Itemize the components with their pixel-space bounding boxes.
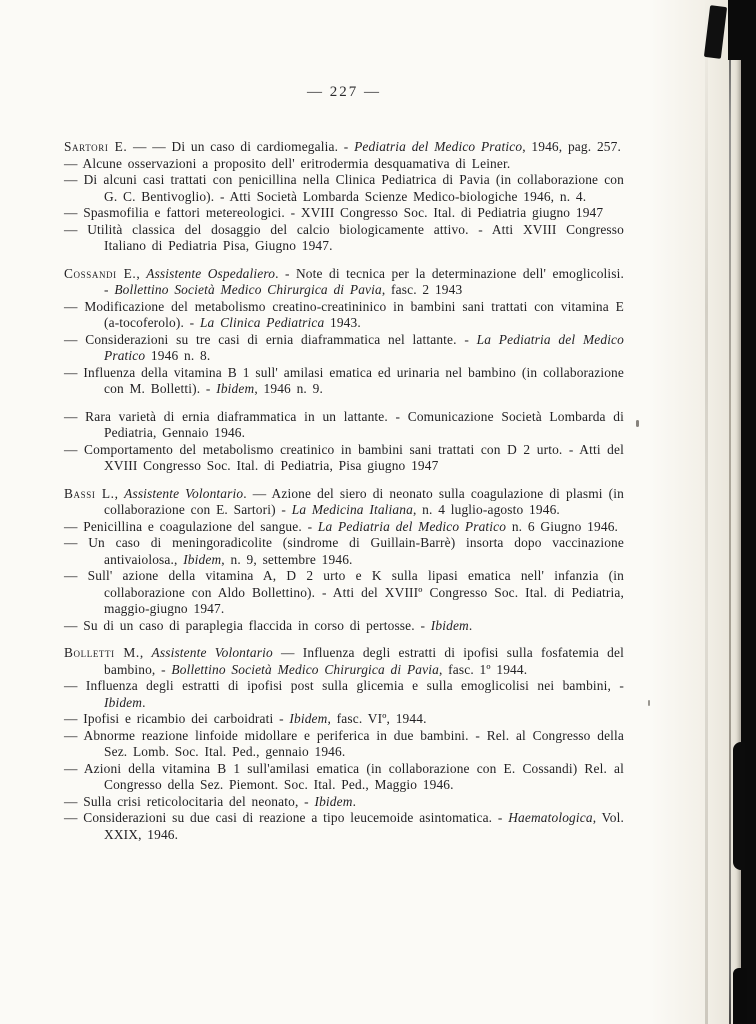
- bibliography-entry: [64, 645, 624, 678]
- entry-text: .: [468, 617, 473, 633]
- scan-ink-blot-mid: [733, 742, 745, 870]
- entry-author: Bassi L.: [64, 485, 115, 501]
- scan-speck: [636, 420, 639, 427]
- entry-text: , fasc. 1º 1944.: [438, 661, 528, 677]
- entry-text: — Azioni della vitamina B 1 sull'amilasi ematica (in collaborazione con E. Cossandi) Rel. al Congresso della Sez. Piemont. Soc. Ital. Ped., Maggio 1946.: [64, 760, 624, 792]
- entry-text: — Su di un caso di paraplegia flaccida in corso di pertosse. -: [64, 617, 431, 633]
- entry-author: Cossandi E.: [64, 265, 137, 281]
- entry-text: — Spasmofilia e fattori metereologici. - XVIII Congresso Soc. Ital. di Pediatria giugno 1947: [64, 205, 604, 220]
- entry-text: — Comportamento del metabolismo creatinico in bambini sani trattati con D 2 urto. - Atti del XVIII Congresso Soc. Ital. di Pediatria, Pisa giugno 1947: [64, 441, 624, 473]
- entry-text: n. 6 Giugno 1946.: [506, 518, 619, 534]
- entry-text: .: [142, 694, 146, 710]
- entry-text: , fasc. 2 1943: [381, 282, 463, 297]
- entry-source: Pediatria del Medico Pratico: [354, 139, 523, 154]
- bibliography-entry: [64, 761, 624, 794]
- bibliography-entry: [64, 205, 624, 222]
- bibliography-entry: [64, 139, 624, 156]
- bibliography-entry: [64, 810, 624, 843]
- entry-text: — Di alcuni casi trattati con penicillina nella Clinica Pediatrica di Pavia (in collaborazione con G. C. Bentivoglio). - Atti Società Lombarda Scienze Medico-biologiche 1946, n. 4.: [64, 172, 624, 204]
- entry-text: — Alcune osservazioni a proposito dell' eritrodermia desquamativa di Leiner.: [64, 155, 511, 171]
- bibliography-entry: [64, 442, 624, 475]
- entry-text: ,: [114, 485, 125, 501]
- entry-text: . - Note di tecnica per la determinazione dell' emoglicolisi. -: [104, 265, 625, 297]
- bibliography-entry: [64, 222, 624, 255]
- entry-text: , fasc. VIº, 1944.: [327, 711, 427, 726]
- entry-text: — Considerazioni su tre casi di ernia diaframmatica nel lattante. -: [64, 331, 477, 347]
- bibliography-entry: [64, 486, 624, 519]
- scan-corner-mark-edge: [728, 0, 742, 60]
- page-content: [64, 84, 624, 843]
- entry-text: — Influenza degli estratti di ipofisi post sulla glicemia e sulla emoglicolisi nei bambini, -: [64, 678, 624, 693]
- entry-source: Ibidem: [289, 711, 328, 726]
- entry-source: Haematologica: [508, 810, 593, 825]
- entry-source: Ibidem: [430, 617, 469, 633]
- entry-text: — Penicillina e coagulazione del sangue. -: [64, 518, 318, 534]
- scan-fold-line: [729, 0, 731, 1024]
- entry-text: , Vol. XXIX, 1946.: [104, 810, 624, 842]
- entry-text: 1943.: [324, 315, 361, 330]
- entry-text: — Ipofisi e ricambio dei carboidrati -: [64, 711, 290, 726]
- entry-source: La Pediatria del Medico Pratico: [317, 518, 507, 534]
- entry-text: — Sulla crisi reticolocitaria del neonato, -: [64, 793, 315, 809]
- bibliography-entry: [64, 568, 624, 618]
- entry-text: . — Azione del siero di neonato sulla coagulazione di plasmi (in collaborazione con E. Sartori) -: [104, 485, 624, 517]
- entry-source: Assistente Volontario: [124, 485, 244, 501]
- entry-author: Sartori E.: [64, 139, 128, 154]
- entry-text: — Modificazione del metabolismo creatino-creatininico in bambini sani trattati con vitamina E (a-tocoferolo). -: [64, 298, 624, 330]
- bibliography-list: [64, 139, 624, 843]
- entry-text: — Influenza della vitamina B 1 sull' amilasi ematica ed urinaria nel bambino (in collaborazione con M. Bolletti). -: [64, 364, 624, 396]
- bibliography-entry: [64, 409, 624, 442]
- entry-source: Ibidem: [183, 551, 222, 567]
- bibliography-entry: [64, 365, 624, 398]
- entry-text: , 1946, pag. 257.: [522, 139, 621, 154]
- bibliography-entry: [64, 266, 624, 299]
- entry-text: — Influenza degli estratti di ipofisi sulla fosfatemia del bambino, -: [104, 645, 624, 677]
- entry-text: ,: [136, 265, 147, 281]
- entry-source: Assistente Volontario: [151, 645, 273, 660]
- entry-text: ,: [139, 645, 152, 660]
- scan-binding-strip: [741, 0, 756, 1024]
- entry-source: Bollettino Società Medico Chirurgica di Pavia: [114, 282, 382, 297]
- entry-text: — Utilità classica del dosaggio del calcio biologicamente attivo. - Atti XVIII Congresso Italiano di Pediatria Pisa, Giugno 1947.: [64, 221, 624, 253]
- entry-text: .: [352, 793, 357, 809]
- page-number: — 227 —: [307, 84, 381, 100]
- entry-text: — Rara varietà di ernia diaframmatica in un lattante. - Comunicazione Società Lombarda di Pediatria, Gennaio 1946.: [64, 408, 624, 440]
- bibliography-entry: [64, 678, 624, 711]
- bibliography-entry: [64, 535, 624, 568]
- bibliography-entry: [64, 711, 624, 728]
- bibliography-entry: [64, 794, 624, 811]
- scan-ink-blot-bottom: [733, 968, 747, 1024]
- entry-text: — Sull' azione della vitamina A, D 2 urto e K sulla lipasi ematica nell' infanzia (in collaborazione con Aldo Bollettino). - Atti del XVIIIº Congresso Soc. Ital. di Pediatria, maggio-giugno 1947.: [64, 568, 624, 616]
- bibliography-entry: [64, 156, 624, 173]
- entry-source: La Clinica Pediatrica: [199, 315, 325, 330]
- bibliography-entry: [64, 332, 624, 365]
- entry-text: — — Di un caso di cardiomegalia. -: [127, 139, 355, 154]
- entry-source: Bollettino Società Medico Chirurgica di Pavia: [171, 661, 439, 677]
- entry-text: — Un caso di meningoradicolite (sindrome di Guillain-Barrè) insorta dopo vaccinazione antivaiolosa.,: [64, 535, 624, 567]
- entry-text: , n. 9, settembre 1946.: [221, 551, 353, 567]
- entry-text: , n. 4 luglio-agosto 1946.: [412, 502, 560, 517]
- entry-source: Ibidem: [104, 694, 143, 710]
- entry-text: — Considerazioni su due casi di reazione a tipo leucemoide asintomatica. -: [64, 810, 509, 825]
- entry-source: Ibidem: [216, 381, 255, 396]
- entry-source: La Medicina Italiana: [291, 502, 413, 517]
- entry-text: — Abnorme reazione linfoide midollare e periferica in due bambini. - Rel. al Congresso della Sez. Lomb. Soc. Ital. Ped., gennaio 1946.: [64, 727, 624, 759]
- entry-text: 1946 n. 8.: [145, 348, 211, 363]
- entry-source: Assistente Ospedaliero: [146, 265, 276, 281]
- entry-author: Bolletti M.: [64, 645, 140, 660]
- bibliography-entry: [64, 172, 624, 205]
- bibliography-entry: [64, 618, 624, 635]
- bibliography-entry: [64, 299, 624, 332]
- scan-shadow-band: [705, 0, 708, 1024]
- scan-corner-mark: [704, 5, 727, 59]
- bibliography-entry: [64, 728, 624, 761]
- entry-text: , 1946 n. 9.: [254, 381, 323, 396]
- bibliography-entry: [64, 519, 624, 536]
- scan-speck: [648, 700, 650, 706]
- entry-source: Ibidem: [314, 793, 353, 809]
- entry-source: La Pediatria del Medico Pratico: [104, 331, 624, 363]
